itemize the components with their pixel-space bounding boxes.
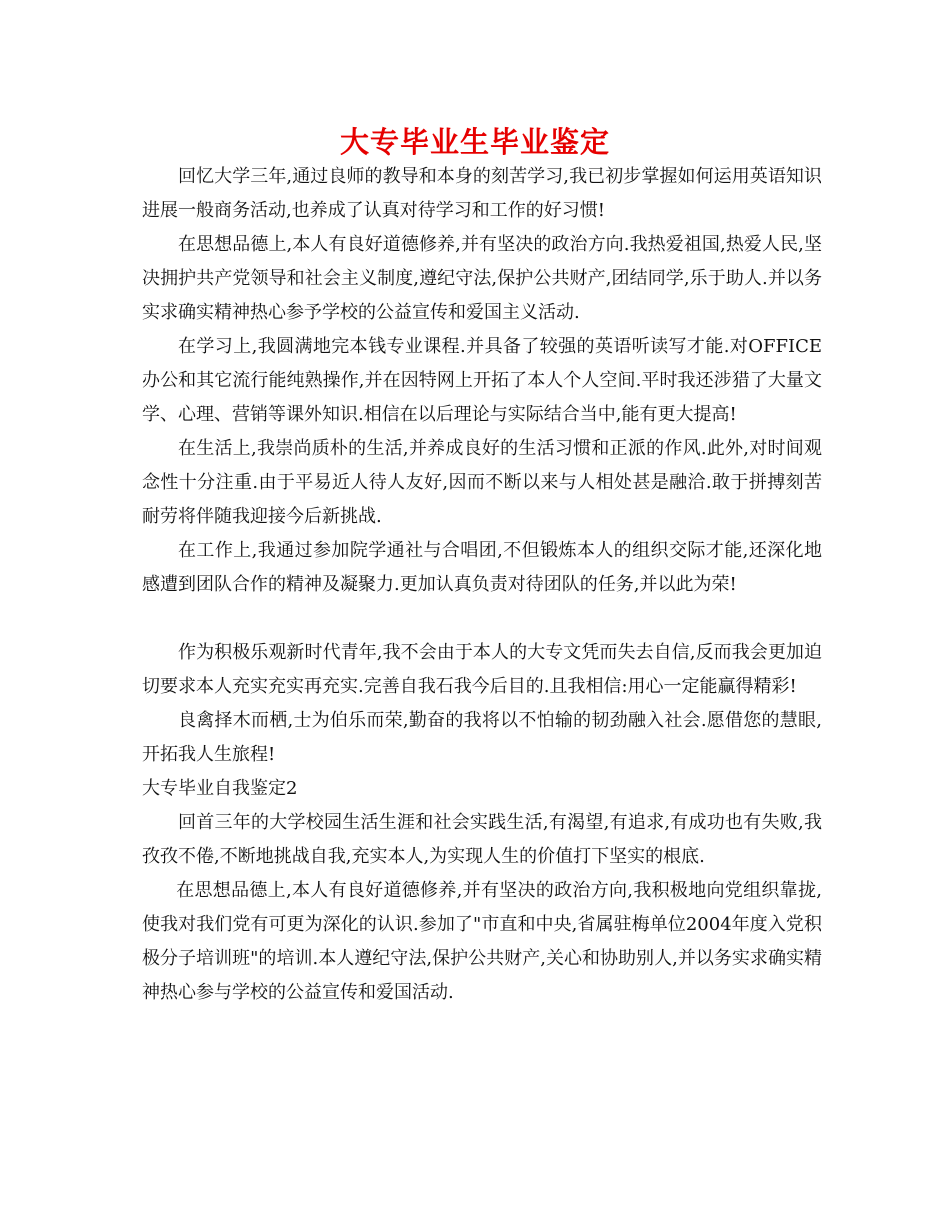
paragraph-review-2: 回首三年的大学校园生活生涯和社会实践生活,有渴望,有追求,有成功也有失败,我孜孜不倦,不断地挑战自我,充实本人,为实现人生的价值打下坚实的根底. xyxy=(142,812,822,867)
document-body xyxy=(142,160,822,1010)
paragraph-closing: 良禽择木而栖,士为伯乐而荣,勤奋的我将以不怕输的韧劲融入社会.愿借您的慧眼,开拓我人生旅程! xyxy=(142,710,822,765)
blank-line xyxy=(142,602,822,636)
paragraph-morality: 在思想品德上,本人有良好道德修养,并有坚决的政治方向.我热爱祖国,热爱人民,坚决拥护共产党领导和社会主义制度,遵纪守法,保护公共财产,团结同学,乐于助人.并以务实求确实精神热心参予学校的公益宣传和爱国主义活动. xyxy=(142,234,822,323)
paragraph-life: 在生活上,我崇尚质朴的生活,并养成良好的生活习惯和正派的作风.此外,对时间观念性十分注重.由于平易近人待人友好,因而不断以来与人相处甚是融洽.敢于拼搏刻苦耐劳将伴随我迎接今后新挑战. xyxy=(142,438,822,527)
document-title: 大专毕业生毕业鉴定 xyxy=(339,125,610,159)
paragraph-confidence: 作为积极乐观新时代青年,我不会由于本人的大专文凭而失去自信,反而我会更加迫切要求本人充实充实再充实.完善自我石我今后目的.且我相信:用心一定能赢得精彩! xyxy=(142,642,822,697)
paragraph-study: 在学习上,我圆满地完本钱专业课程.并具备了较强的英语听读写才能.对OFFICE办公和其它流行能纯熟操作,并在因特网上开拓了本人个人空间.平时我还涉猎了大量文学、心理、营销等课外知识.相信在以后理论与实际结合当中,能有更大提高! xyxy=(142,336,822,425)
paragraph-work: 在工作上,我通过参加院学通社与合唱团,不但锻炼本人的组织交际才能,还深化地感遭到团队合作的精神及凝聚力.更加认真负责对待团队的任务,并以此为荣! xyxy=(142,540,822,595)
paragraph-morality-2: 在思想品德上,本人有良好道德修养,并有坚决的政治方向,我积极地向党组织靠拢,使我对我们党有可更为深化的认识.参加了"市直和中央,省属驻梅单位2004年度入党积极分子培训班"的培训.本人遵纪守法,保护公共财产,关心和协助别人,并以务实求确实精神热心参与学校的公益宣传和爱国活动. xyxy=(142,880,822,1003)
paragraph-review: 回忆大学三年,通过良师的教导和本身的刻苦学习,我已初步掌握如何运用英语知识进展一般商务活动,也养成了认真对待学习和工作的好习惯! xyxy=(142,166,822,221)
section-subtitle: 大专毕业自我鉴定2 xyxy=(142,778,298,799)
